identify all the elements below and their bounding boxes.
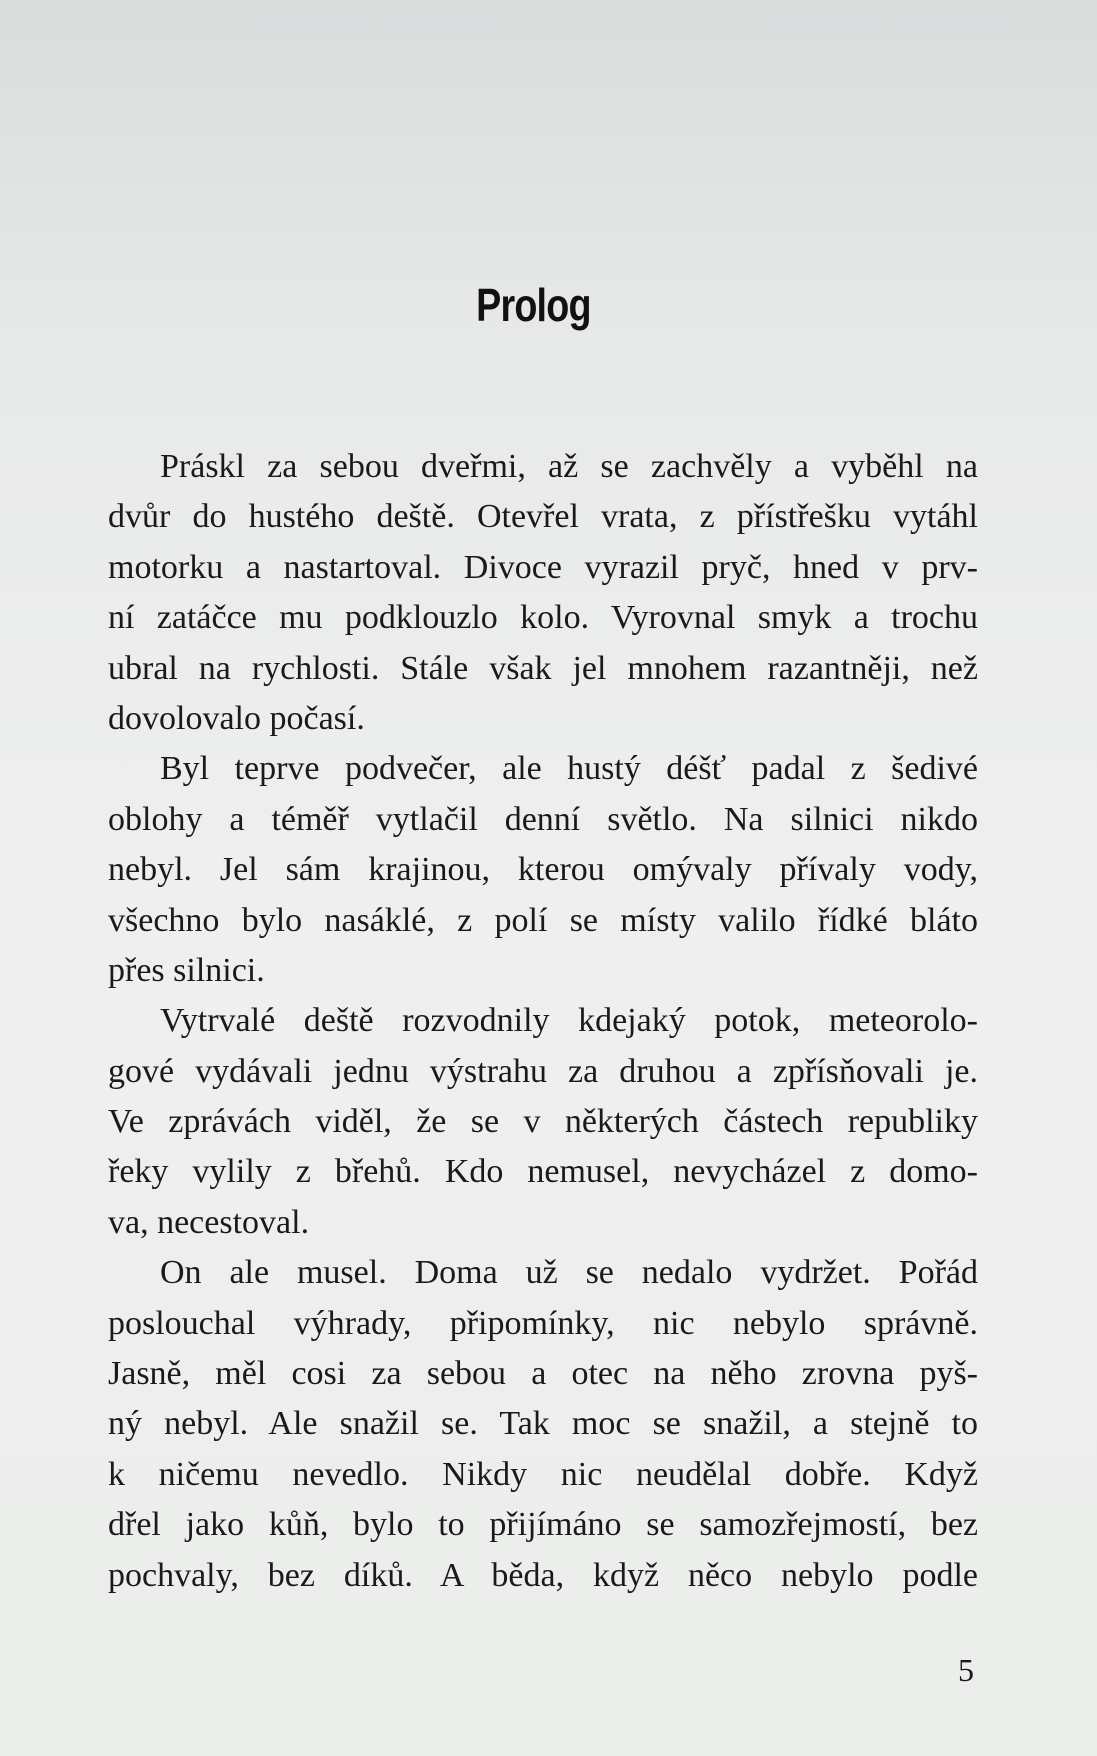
chapter-title: Prolog [476,279,591,331]
text-line: dvůr do hustého deště. Otevřel vrata, z přístřešku vytáhl [108,498,978,536]
text-line: Práskl za sebou dveřmi, až se zachvěly a vyběhl na [160,448,978,485]
text-line: Ve zprávách viděl, že se v některých částech republiky [108,1103,978,1141]
text-line: přes silnici. [108,951,265,989]
text-line: ubral na rychlosti. Stále však jel mnohem razantněji, než [108,649,978,687]
paragraph-1 [108,442,978,744]
page-number: 5 [958,1652,974,1688]
text-line: poslouchal výhrady, připomínky, nic nebylo správně. [108,1304,978,1342]
text-line: oblohy a téměř vytlačil denní světlo. Na silnici nikdo [108,800,978,838]
text-line: motorku a nastartoval. Divoce vyrazil pryč, hned v prv- [108,548,978,586]
body-text [108,442,978,1601]
text-line: va, necestoval. [108,1203,310,1241]
paragraph-4 [108,1248,978,1601]
paragraph-2 [108,744,978,996]
text-line: Byl teprve podvečer, ale hustý déšť padal z šedivé [160,750,978,788]
text-line: gové vydávali jednu výstrahu za druhou a zpřísňovali je. [108,1052,978,1090]
text-line: dovolovalo počasí. [108,699,365,737]
text-line: všechno bylo nasáklé, z polí se místy valilo řídké bláto [108,901,978,939]
text-line: pochvaly, bez díků. A běda, když něco nebylo podle [108,1556,978,1594]
text-line: řeky vylily z břehů. Kdo nemusel, nevycházel z domo- [108,1153,978,1191]
text-line: Vytrvalé deště rozvodnily kdejaký potok, meteorolo- [160,1002,978,1040]
text-line: On ale musel. Doma už se nedalo vydržet. Pořád [160,1254,978,1292]
text-line: dřel jako kůň, bylo to přijímáno se samozřejmostí, bez [108,1506,978,1544]
text-line: Jasně, měl cosi za sebou a otec na něho zrovna pyš- [108,1355,978,1393]
text-line: nebyl. Jel sám krajinou, kterou omývaly přívaly vody, [108,851,978,889]
paragraph-3 [108,996,978,1248]
text-line: ní zatáčce mu podklouzlo kolo. Vyrovnal smyk a trochu [108,599,978,637]
text-line: k ničemu nevedlo. Nikdy nic neudělal dobře. Když [108,1455,978,1493]
text-line: ný nebyl. Ale snažil se. Tak moc se snažil, a stejně to [108,1405,978,1443]
